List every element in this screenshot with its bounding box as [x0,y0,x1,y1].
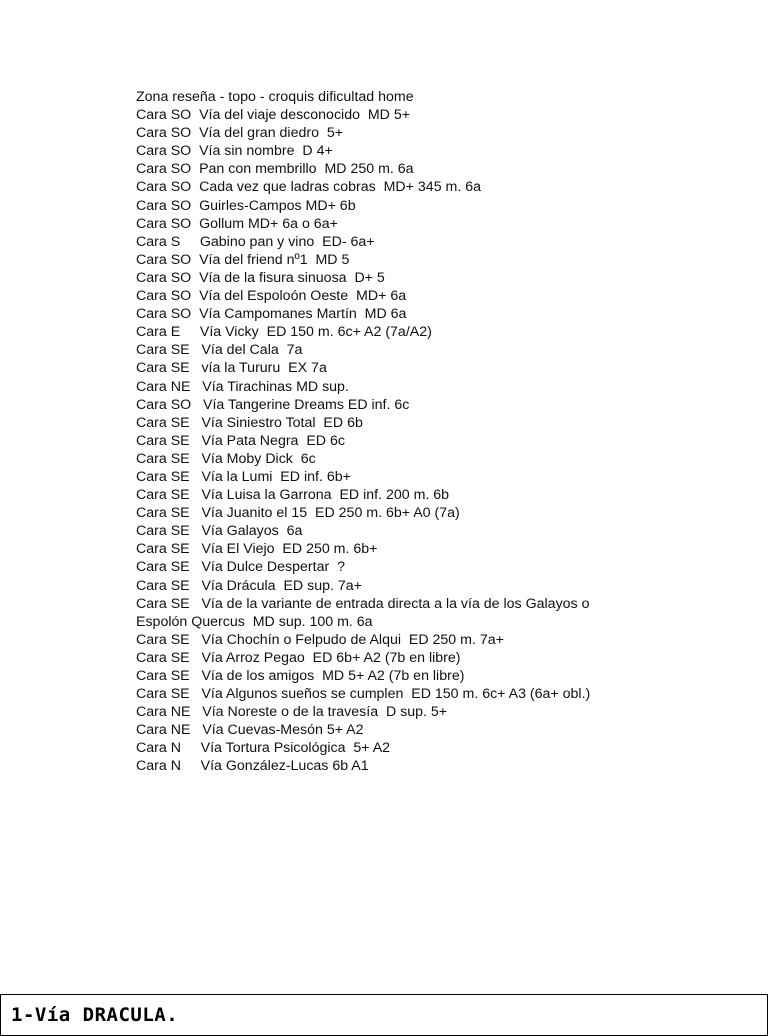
route-line: Cara NE Vía Cuevas-Mesón 5+ A2 [136,722,364,739]
route-line: Cara SO Vía del viaje desconocido MD 5+ [136,107,411,124]
route-line: Cara S Gabino pan y vino ED- 6a+ [136,233,375,250]
route-line: Cara SE Vía Pata Negra ED 6c [136,432,345,449]
route-line: Cara SE Vía la Lumi ED inf. 6b+ [136,468,351,485]
route-line: Cara SO Vía de la fisura sinuosa D+ 5 [136,269,385,286]
route-line: Cara N Vía González-Lucas 6b A1 [136,758,369,775]
handwritten-route-title: 1-Vía DRACULA. [11,1004,179,1026]
route-line: Cara SE Vía Dulce Despertar ? [136,559,345,576]
route-line: Cara SO Vía sin nombre D 4+ [136,143,333,160]
route-line: Cara SO Vía Campomanes Martín MD 6a [136,306,407,323]
list-header: Zona reseña - topo - croquis dificultad home [136,89,414,105]
route-line: Cara SO Vía del friend nº1 MD 5 [136,251,350,268]
route-line: Cara SE Vía El Viejo ED 250 m. 6b+ [136,541,378,558]
route-line: Cara N Vía Tortura Psicológica 5+ A2 [136,740,391,757]
route-line: Cara SE Vía Siniestro Total ED 6b [136,414,363,431]
route-line: Cara SO Cada vez que ladras cobras MD+ 345 m. 6a [136,179,482,196]
route-line: Cara SE vía la Tururu EX 7a [136,360,327,377]
route-line: Cara SO Vía del Espoloón Oeste MD+ 6a [136,288,407,305]
route-line: Cara SO Vía del gran diedro 5+ [136,125,344,142]
route-line: Cara SE Vía Algunos sueños se cumplen ED 150 m. 6c+ A3 (6a+ obl.) [136,686,591,703]
route-list [136,88,736,776]
route-line: Cara E Vía Vicky ED 150 m. 6c+ A2 (7a/A2) [136,324,432,341]
route-line: Cara SE Vía Luisa la Garrona ED inf. 200 m. 6b [136,487,450,504]
route-line: Cara NE Vía Noreste o de la travesía D sup. 5+ [136,704,448,721]
route-line: Cara SE Vía de la variante de entrada directa a la vía de los Galayos o [136,595,590,612]
route-line: Cara SE Vía Chochín o Felpudo de Alqui ED 250 m. 7a+ [136,631,504,648]
route-line: Cara SO Vía Tangerine Dreams ED inf. 6c [136,396,410,413]
next-page-preview [0,994,768,1036]
route-line: Cara SE Vía Juanito el 15 ED 250 m. 6b+ A0 (7a) [136,505,460,522]
route-line: Cara SE Vía de los amigos MD 5+ A2 (7b en libre) [136,668,465,684]
route-line: Cara SE Vía del Cala 7a [136,342,303,359]
route-line: Cara SE Vía Arroz Pegao ED 6b+ A2 (7b en libre) [136,649,461,666]
route-line: Cara NE Vía Tirachinas MD sup. [136,378,349,395]
route-line: Espolón Quercus MD sup. 100 m. 6a [136,613,373,630]
route-line: Cara SE Vía Galayos 6a [136,523,303,540]
route-line: Cara SO Guirles-Campos MD+ 6b [136,197,356,214]
route-line: Cara SO Gollum MD+ 6a o 6a+ [136,215,338,232]
route-line: Cara SE Vía Moby Dick 6c [136,450,316,467]
route-line: Cara SO Pan con membrillo MD 250 m. 6a [136,161,414,178]
route-line: Cara SE Vía Drácula ED sup. 7a+ [136,577,362,594]
